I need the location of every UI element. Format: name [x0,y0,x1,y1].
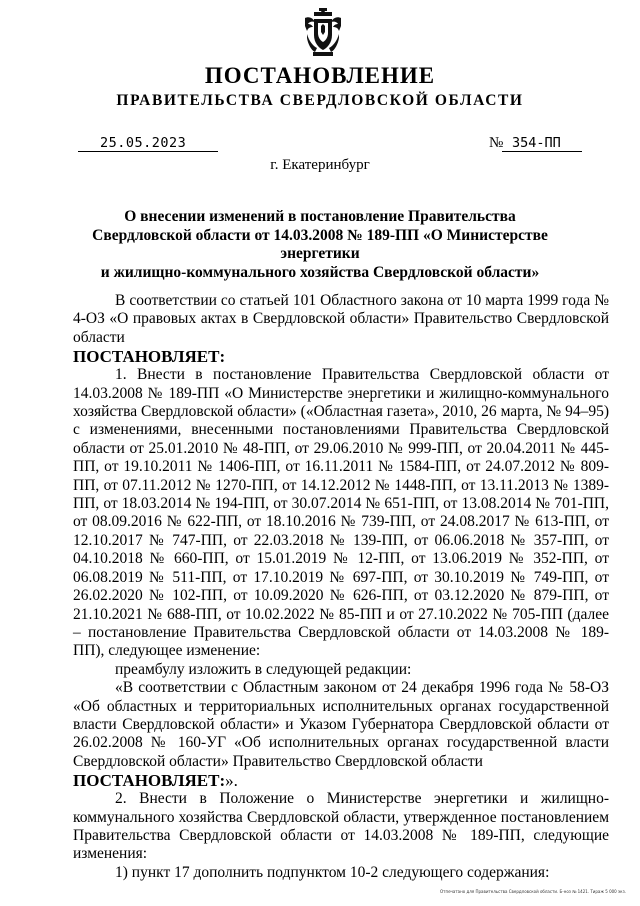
resolves-word: ПОСТАНОВЛЯЕТ: [73,347,226,367]
quote-close: ». [225,771,238,791]
document-body [73,292,609,882]
document-date: 25.05.2023 [100,135,187,151]
heading-line: Свердловской области от 14.03.2008 № 189-ПП «О Министерстве энергетики [92,226,548,262]
intro-paragraph: В соответствии со статьей 101 Областного закона от 10 марта 1999 года № 4-ОЗ «О правовых актах в Свердловской области» Правительство Свердловской области [73,292,609,346]
document-type-title: ПОСТАНОВЛЕНИЕ [204,63,436,88]
preamble-quote: «В соответствии с Областным законом от 24 декабря 1996 года № 58-ОЗ «Об областных и территориальных исполнительных органах государственной власти Свердловской области» и Указом Губернатора Свердловской области от 26.02.2008 № 160-УГ «Об исполнительных органах государственной власти Свердловской области» Правительство Свердловской области [73,679,609,770]
heading-line: О внесении изменений в постановление Правительства [124,208,516,225]
date-underline [78,151,218,152]
number-label: № [489,135,504,151]
number-underline [502,151,582,152]
issuer-subtitle: ПРАВИТЕЛЬСТВА СВЕРДЛОВСКОЙ ОБЛАСТИ [116,92,524,109]
city-line: г. Екатеринбург [270,157,370,173]
document-number: 354-ПП [512,135,561,151]
clause-2: 2. Внести в Положение о Министерстве энергетики и жилищно-коммунального хозяйства Свердловской области, утвержденное постановлением Правительства Свердловской области от 14.03.2008 № 189-ПП, следующие изменения: [73,790,609,863]
coat-of-arms-icon [303,6,343,58]
quote-resolves-word [73,771,609,790]
heading-line: и жилищно-коммунального хозяйства Свердловской области» [100,263,540,281]
clause-2-item-1: 1) пункт 17 дополнить подпунктом 10-2 следующего содержания: [115,863,550,881]
document-heading [60,208,580,282]
preamble-instruction: преамбулу изложить в следующей редакции: [115,660,412,678]
clause-1: 1. Внести в постановление Правительства Свердловской области от 14.03.2008 № 189-ПП «О Министерстве энергетики и жилищно-коммунального хозяйства Свердловской области» («Областная газета», 2010, 26 марта, № 94–95) с изменениями, внесенными постановлениями Правительства Свердловской области от 25.01.2010 № 48-ПП, от 29.06.2010 № 999-ПП, от 20.04.2011 № 445-ПП, от 19.10.2011 № 1406-ПП, от 16.11.2011 № 1584-ПП, от 24.07.2012 № 809-ПП, от 07.11.2012 № 1270-ПП, от 14.12.2012 № 1448-ПП, от 13.11.2013 № 1389-ПП, от 18.03.2014 № 194-ПП, от 30.07.2014 № 651-ПП, от 13.08.2014 № 701-ПП, от 08.09.2016 № 622-ПП, от 18.10.2016 № 739-ПП, от 24.08.2017 № 613-ПП, от 12.10.2017 № 747-ПП, от 22.03.2018 № 139-ПП, от 06.06.2018 № 357-ПП, от 04.10.2018 № 660-ПП, от 15.01.2019 № 12-ПП, от 13.06.2019 № 352-ПП, от 06.08.2019 № 511-ПП, от 17.10.2019 № 697-ПП, от 30.10.2019 № 749-ПП, от 26.02.2020 № 102-ПП, от 10.09.2020 № 626-ПП, от 03.12.2020 № 879-ПП, от 21.10.2021 № 688-ПП, от 10.02.2022 № 85-ПП и от 27.10.2022 № 705-ПП (далее – постановление Правительства Свердловской области от 14.03.2008 № 189-ПП), следующее изменение: [73,366,609,660]
print-note: Отпечатано для Правительства Свердловской области. Б-ноз № 1421. Тираж 5 000 экз. [439,889,626,894]
quote-resolves-label: ПОСТАНОВЛЯЕТ: [73,771,226,791]
